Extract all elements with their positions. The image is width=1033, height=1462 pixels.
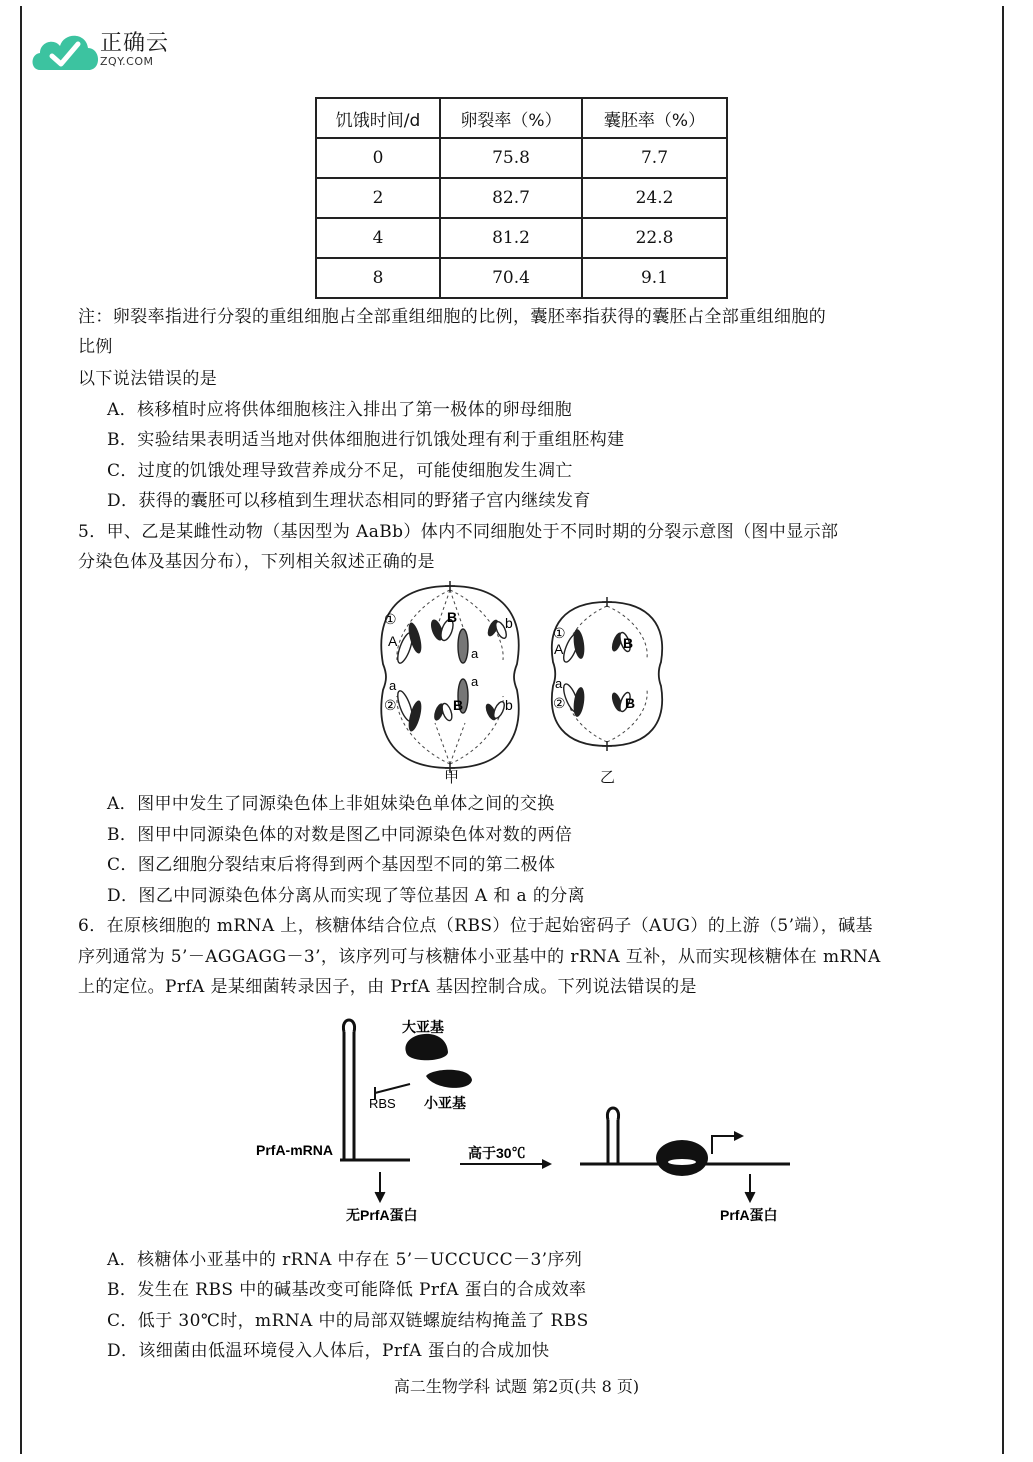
- table-header-row: [316, 98, 727, 138]
- rbs-label: RBS: [369, 1096, 396, 1111]
- option-c: C．图乙细胞分裂结束后将得到两个基因型不同的第二极体: [107, 855, 556, 875]
- gene-label: b: [505, 697, 513, 713]
- option-a: A．核糖体小亚基中的 rRNA 中存在 5’－UCCUCC－3’序列: [107, 1250, 583, 1270]
- option-b: B．实验结果表明适当地对供体细胞进行饥饿处理有利于重组胚构建: [107, 430, 625, 450]
- table-cell: 0: [316, 138, 440, 178]
- mrna-hairpin-left: [340, 1020, 410, 1160]
- cell-division-figure: [375, 578, 675, 788]
- gene-label: a: [555, 676, 563, 691]
- option-d: D．图乙中同源染色体分离从而实现了等位基因 A 和 a 的分离: [107, 886, 586, 906]
- mrna-label: PrfA-mRNA: [256, 1142, 333, 1158]
- figure-label-jia: 甲: [444, 768, 460, 786]
- question-stem-cont: 上的定位。PrfA 是某细菌转录因子，由 PrfA 基因控制合成。下列说法错误的是: [78, 977, 697, 997]
- table-cell: 70.4: [440, 258, 582, 298]
- marker-1: ①: [384, 611, 397, 627]
- cell-jia: [381, 581, 518, 773]
- table-cell: 75.8: [440, 138, 582, 178]
- gene-label: b: [505, 615, 513, 631]
- table-row: [316, 178, 727, 218]
- logo-text: [100, 26, 169, 68]
- option-a: A．核移植时应将供体细胞核注入排出了第一极体的卵母细胞: [107, 400, 573, 420]
- gene-label: B: [453, 697, 464, 713]
- question-stem: 6．在原核细胞的 mRNA 上，核糖体结合位点（RBS）位于起始密码子（AUG）的上游（5’端），碱基: [78, 916, 873, 936]
- table-cell: 7.7: [582, 138, 727, 178]
- figure-label-yi: 乙: [600, 768, 616, 786]
- gene-label: A: [388, 633, 398, 649]
- gene-label: a: [471, 674, 479, 689]
- table-note: 注：卵裂率指进行分裂的重组细胞占全部重组细胞的比例，囊胚率指获得的囊胚占全部重组细胞的: [78, 307, 827, 327]
- small-subunit-shape: [426, 1070, 472, 1088]
- table-row: [316, 138, 727, 178]
- table-cell: 24.2: [582, 178, 727, 218]
- table-cell: 2: [316, 178, 440, 218]
- starvation-table: [315, 97, 728, 299]
- condition-label: 高于30℃: [468, 1145, 526, 1161]
- option-d: D．获得的囊胚可以移植到生理状态相同的野猪子宫内继续发育: [107, 491, 591, 511]
- table-cell: 22.8: [582, 218, 727, 258]
- table-note-cont: 比例: [78, 337, 113, 357]
- protein-label: PrfA蛋白: [720, 1207, 778, 1223]
- option-b: B．发生在 RBS 中的碱基改变可能降低 PrfA 蛋白的合成效率: [107, 1280, 587, 1300]
- table-cell: 82.7: [440, 178, 582, 218]
- marker-2: ②: [553, 695, 566, 711]
- ribosome-rbs-figure: [250, 1010, 810, 1230]
- logo-domain: ZQY.COM: [100, 55, 154, 68]
- large-subunit-label: 大亚基: [402, 1019, 444, 1035]
- arrow-right-icon: [542, 1159, 552, 1169]
- question-stem-cont: 序列通常为 5’－AGGAGG－3’，该序列可与核糖体小亚基中的 rRNA 互补，从而实现核糖体在 mRNA: [78, 947, 881, 967]
- small-subunit-label: 小亚基: [424, 1095, 466, 1111]
- question-stem-cont: 分染色体及基因分布），下列相关叙述正确的是: [78, 552, 435, 572]
- gene-label: a: [389, 678, 397, 693]
- marker-1: ①: [553, 625, 566, 641]
- table-cell: 4: [316, 218, 440, 258]
- option-d: D．该细菌由低温环境侵入人体后，PrfA 蛋白的合成加快: [107, 1341, 550, 1361]
- option-a: A．图甲中发生了同源染色体上非姐妹染色单体之间的交换: [107, 794, 555, 814]
- table-cell: 9.1: [582, 258, 727, 298]
- logo-name: 正确云: [100, 31, 170, 56]
- page-footer: 高二生物学科 试题 第2页(共 8 页): [393, 1377, 640, 1396]
- large-subunit-shape: [405, 1034, 448, 1060]
- option-c: C．低于 30℃时，mRNA 中的局部双链螺旋结构掩盖了 RBS: [107, 1311, 589, 1331]
- ribosome-shape: [656, 1140, 708, 1176]
- table-cell: 81.2: [440, 218, 582, 258]
- gene-label: A: [554, 641, 564, 657]
- question-stem: 5．甲、乙是某雌性动物（基因型为 AaBb）体内不同细胞处于不同时期的分裂示意图（图中显示部: [78, 522, 839, 542]
- gene-label: B: [623, 635, 634, 651]
- cell-yi: [552, 597, 662, 751]
- table-header: 囊胚率（%）: [582, 98, 727, 138]
- question-prompt: 以下说法错误的是: [78, 369, 218, 389]
- gene-label: B: [447, 609, 458, 625]
- option-b: B．图甲中同源染色体的对数是图乙中同源染色体对数的两倍: [107, 825, 573, 845]
- table-row: [316, 258, 727, 298]
- table-header: 卵裂率（%）: [440, 98, 582, 138]
- table-row: [316, 218, 727, 258]
- table-cell: 8: [316, 258, 440, 298]
- table-header: 饥饿时间/d: [316, 98, 440, 138]
- gene-label: B: [625, 695, 636, 711]
- option-c: C．过度的饥饿处理导致营养成分不足，可能使细胞发生凋亡: [107, 461, 573, 481]
- marker-2: ②: [384, 697, 397, 713]
- no-protein-label: 无PrfA蛋白: [346, 1207, 418, 1223]
- gene-label: a: [471, 646, 479, 661]
